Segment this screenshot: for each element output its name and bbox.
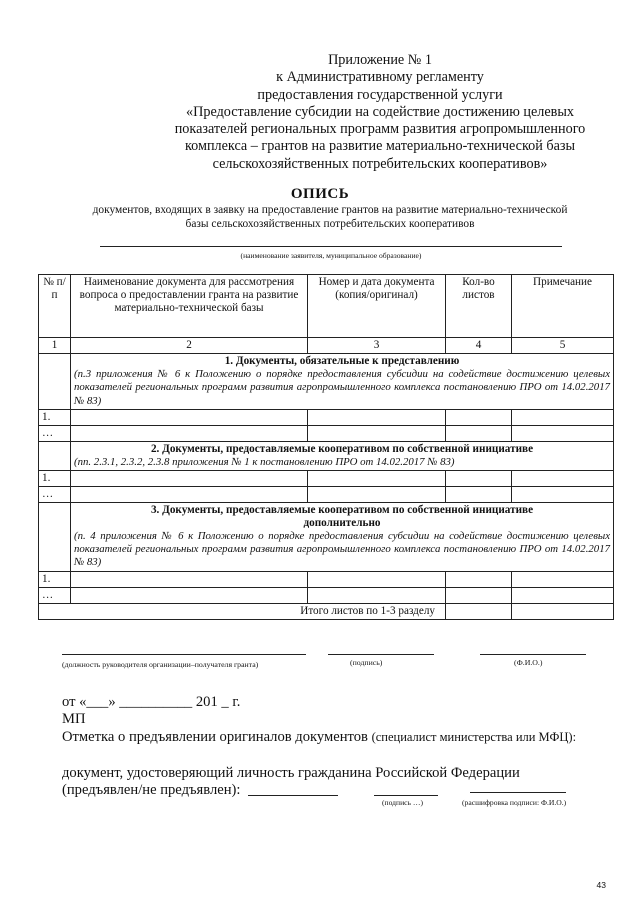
section-2-header-row xyxy=(39,441,614,470)
table-cell xyxy=(71,470,308,486)
column-number: 2 xyxy=(71,338,308,354)
inventory-table xyxy=(38,274,614,620)
table-cell xyxy=(308,486,446,502)
section-1-cell xyxy=(71,354,614,410)
appendix-line: показателей региональных программ развития агропромышленного xyxy=(174,121,586,138)
stamp-mark: МП xyxy=(62,711,86,727)
table-row xyxy=(39,571,614,587)
table-cell xyxy=(446,470,512,486)
table-cell xyxy=(71,409,308,425)
section-spacer-cell xyxy=(39,502,71,571)
document-subtitle xyxy=(40,204,620,231)
name-caption: (Ф.И.О.) xyxy=(514,658,543,667)
section-2-cell xyxy=(71,441,614,470)
table-cell xyxy=(71,587,308,603)
section-3-note: (п. 4 приложения № 6 к Положению о порядке предоставления субсидии на содействие достижению целевых показателей региональных программ развития агропромышленного комплекса постановлению ПРО от 14.02.2017 № 83) xyxy=(74,529,610,569)
row-number: 1. xyxy=(39,571,71,587)
row-number: … xyxy=(39,425,71,441)
section-2-title: 2. Документы, предоставляемые кооперативом по собственной инициативе xyxy=(150,442,534,455)
id-document-status: (предъявлен/не предъявлен): xyxy=(62,782,241,798)
total-row xyxy=(39,603,614,619)
table-row xyxy=(39,470,614,486)
table-cell xyxy=(446,486,512,502)
appendix-line: комплекса – грантов на развитие материально-технической базы xyxy=(184,138,576,155)
table-cell xyxy=(308,587,446,603)
table-cell xyxy=(512,587,614,603)
appendix-line: к Административному регламенту xyxy=(276,69,484,86)
table-cell xyxy=(446,425,512,441)
section-3-title: 3. Документы, предоставляемые кооперативом по собственной инициативе дополнительно xyxy=(150,503,534,529)
id-signature-line xyxy=(374,795,438,796)
header-document-number-date: Номер и дата документа (копия/оригинал) xyxy=(308,275,446,338)
appendix-line: «Предоставление субсидии на содействие достижению целевых xyxy=(186,103,574,120)
table-row xyxy=(39,587,614,603)
table-cell xyxy=(71,571,308,587)
appendix-header xyxy=(140,52,620,173)
table-cell xyxy=(512,409,614,425)
section-2-note: (пп. 2.3.1, 2.3.2, 2.3.8 приложения № 1 к постановлению ПРО от 14.02.2017 № 83) xyxy=(74,455,455,468)
page-number: 43 xyxy=(596,880,606,890)
appendix-line: предоставления государственной услуги xyxy=(257,86,503,103)
signature-caption: (подпись) xyxy=(350,658,383,667)
section-3-cell xyxy=(71,502,614,571)
originals-mark xyxy=(62,729,576,746)
applicant-line xyxy=(100,246,562,247)
signature-line xyxy=(328,654,434,655)
name-line xyxy=(480,654,586,655)
row-number: … xyxy=(39,587,71,603)
header-number: № п/п xyxy=(39,275,71,338)
table-row xyxy=(39,486,614,502)
table-cell xyxy=(71,425,308,441)
section-1-note: (п.3 приложения № 6 к Положению о порядке предоставления субсидии на содействие достижению целевых показателей региональных программ развития агропромышленного комплекса постановлению ПРО от 14.02.2017 № 83) xyxy=(74,368,610,407)
column-number: 1 xyxy=(39,338,71,354)
document-title: ОПИСЬ xyxy=(290,186,350,202)
id-decoding-caption: (расшифровка подписи: Ф.И.О.) xyxy=(462,798,567,807)
table-cell xyxy=(512,425,614,441)
table-cell xyxy=(512,486,614,502)
originals-mark-detail: (специалист министерства или МФЦ): xyxy=(371,730,577,744)
table-cell xyxy=(446,571,512,587)
id-signature-caption: (подпись …) xyxy=(382,798,424,807)
table-cell xyxy=(308,571,446,587)
table-row xyxy=(39,409,614,425)
table-header-row xyxy=(39,275,614,338)
originals-mark-text: Отметка о предъявлении оригиналов документов xyxy=(62,729,368,745)
row-number: 1. xyxy=(39,409,71,425)
table-cell xyxy=(308,409,446,425)
applicant-caption: (наименование заявителя, муниципальное образование) xyxy=(240,251,422,260)
header-note: Примечание xyxy=(512,275,614,338)
row-number: 1. xyxy=(39,470,71,486)
date-line: от «___» __________ 201 _ г. xyxy=(62,694,241,710)
appendix-line: Приложение № 1 xyxy=(328,52,432,68)
subtitle-line: документов, входящих в заявку на предоставление грантов на развитие материально-технической xyxy=(92,204,568,216)
appendix-line: сельскохозяйственных потребительских кооперативов» xyxy=(212,155,548,172)
column-number: 4 xyxy=(446,338,512,354)
id-document-line: документ, удостоверяющий личность гражданина Российской Федерации xyxy=(62,765,520,781)
table-cell xyxy=(71,486,308,502)
section-1-header-row xyxy=(39,354,614,410)
total-note-cell xyxy=(512,603,614,619)
column-number: 5 xyxy=(512,338,614,354)
table-row xyxy=(39,425,614,441)
header-document-name: Наименование документа для рассмотрения вопроса о предоставлении гранта на развитие материально-технической базы xyxy=(71,275,308,338)
table-cell xyxy=(512,571,614,587)
id-decoding-line xyxy=(470,792,566,793)
total-sheets-cell xyxy=(446,603,512,619)
section-1-title: 1. Документы, обязательные к представлению xyxy=(224,355,460,367)
table-cell xyxy=(446,587,512,603)
subtitle-line: базы сельскохозяйственных потребительских кооперативов xyxy=(185,217,475,230)
table-cell xyxy=(308,470,446,486)
position-line xyxy=(62,654,306,655)
section-spacer-cell xyxy=(39,441,71,470)
column-numbering-row xyxy=(39,338,614,354)
table-cell xyxy=(446,409,512,425)
section-3-header-row xyxy=(39,502,614,571)
table-cell xyxy=(308,425,446,441)
header-sheet-count: Кол-во листов xyxy=(446,275,512,338)
table-cell xyxy=(512,470,614,486)
row-number: … xyxy=(39,486,71,502)
column-number: 3 xyxy=(308,338,446,354)
position-caption: (должность руководителя организации–получателя гранта) xyxy=(62,660,259,669)
total-label: Итого листов по 1-3 разделу xyxy=(39,603,446,619)
section-spacer-cell xyxy=(39,354,71,410)
id-status-line xyxy=(248,795,338,796)
